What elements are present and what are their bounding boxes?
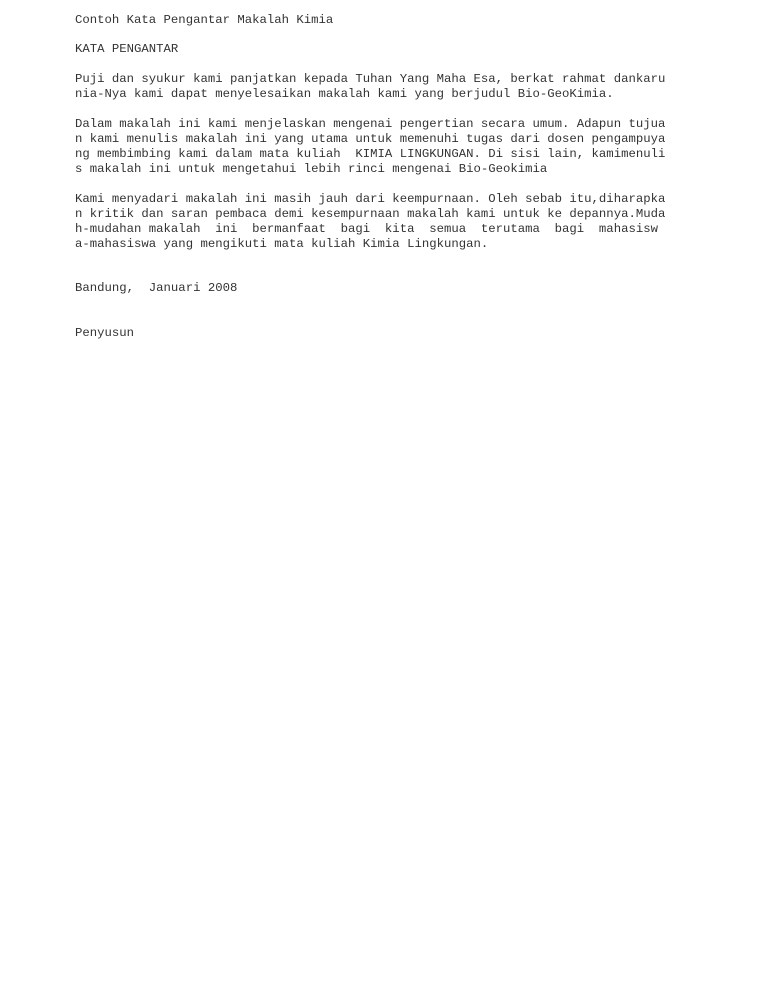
author-signature: Penyusun — [75, 326, 135, 340]
paragraph-gratitude: Puji dan syukur kami panjatkan kepada Tuhan Yang Maha Esa, berkat rahmat dankaru nia-Nya kami dapat menyelesaikan makalah kami yang berjudul Bio-GeoKimia. — [75, 72, 666, 101]
document-title: Contoh Kata Pengantar Makalah Kimia — [75, 13, 334, 27]
date-line: Bandung, Januari 2008 — [75, 281, 238, 295]
section-heading: KATA PENGANTAR — [75, 42, 179, 56]
paragraph-closing: Kami menyadari makalah ini masih jauh dari keempurnaan. Oleh sebab itu,diharapka n kritik dan saran pembaca demi kesempurnaan makalah kami untuk ke depannya.Muda h-mudahan makalah ini bermanfaat bagi kita semua terutama bagi mahasisw a-mahasiswa yang mengikuti mata kuliah Kimia Lingkungan. — [75, 192, 666, 251]
paragraph-purpose: Dalam makalah ini kami menjelaskan mengenai pengertian secara umum. Adapun tujua n kami menulis makalah ini yang utama untuk memenuhi tugas dari dosen pengampuya ng membimbing kami dalam mata kuliah KIMIA LINGKUNGAN. Di sisi lain, kamimenuli s makalah ini untuk mengetahui lebih rinci mengenai Bio-Geokimia — [75, 117, 666, 176]
